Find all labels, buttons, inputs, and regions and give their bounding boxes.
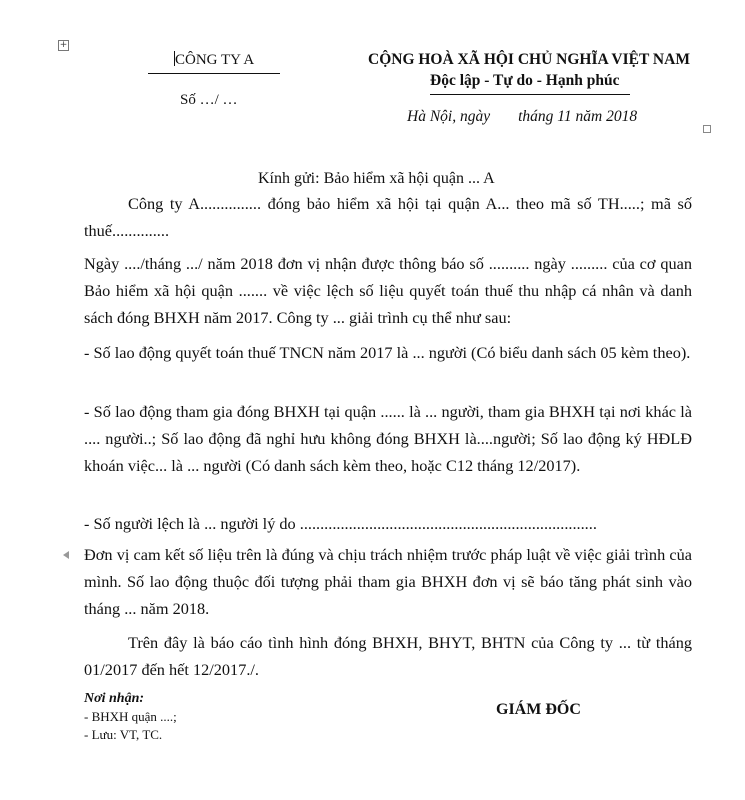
paragraph-conclusion: Trên đây là báo cáo tình hình đóng BHXH, BHYT, BHTN của Công ty ... từ tháng 01/2017 đến hết 12/2017./. xyxy=(84,633,692,679)
salutation: Kính gửi: Bảo hiểm xã hội quận ... A xyxy=(258,170,495,187)
paragraph-commitment: Đơn vị cam kết số liệu trên là đúng và chịu trách nhiệm trước pháp luật về việc giải trình của mình. Số lao động thuộc đối tượng phải tham gia BHXH đơn vị sẽ báo tăng phát sinh vào tháng ... năm 2018. xyxy=(84,545,692,618)
recipient-item: - Lưu: VT, TC. xyxy=(84,727,163,742)
motto-underline xyxy=(430,94,630,95)
paragraph-bhxh-workers: - Số lao động tham gia đóng BHXH tại quận ...... là ... người, tham gia BHXH tại nơi khác là .... người..; Số lao động đã nghỉ hưu không đóng BHXH là....người; Số lao động ký HĐLĐ khoán việc... là ... người (Có danh sách kèm theo, hoặc C12 tháng 12/2017). xyxy=(84,402,692,475)
move-handle-icon[interactable]: + xyxy=(59,40,68,50)
paragraph-company-info: Công ty A............... đóng bảo hiểm xã hội tại quận A... theo mã số TH.....; mã số thuế.............. xyxy=(84,194,692,240)
resize-handle-icon[interactable] xyxy=(703,125,711,133)
collapse-triangle-icon[interactable] xyxy=(63,551,69,559)
paragraph-notice: Ngày ..../tháng .../ năm 2018 đơn vị nhận được thông báo số .......... ngày ......... của cơ quan Bảo hiểm xã hội quận ....... về việc lệch số liệu quyết toán thuế thu nhập cá nhân và danh sách đóng BHXH năm 2017. Công ty ... giải trình cụ thể như sau: xyxy=(84,254,692,327)
company-name: CÔNG TY A xyxy=(175,52,255,68)
signer-title: GIÁM ĐỐC xyxy=(496,701,581,718)
recipient-item: - BHXH quận ....; xyxy=(84,709,177,724)
document-number: Số …/ … xyxy=(180,92,238,108)
motto: Độc lập - Tự do - Hạnh phúc xyxy=(430,72,620,89)
date-line: Hà Nội, ngày tháng 11 năm 2018 xyxy=(407,108,638,125)
paragraph-discrepancy: - Số người lệch là ... người lý do ......................................................................... xyxy=(84,514,597,533)
nation-title: CỘNG HOÀ XÃ HỘI CHỦ NGHĨA VIỆT NAM xyxy=(368,51,690,68)
recipients-title: Nơi nhận: xyxy=(84,691,145,706)
company-underline xyxy=(148,73,280,74)
paragraph-tax-workers: - Số lao động quyết toán thuế TNCN năm 2017 là ... người (Có biểu danh sách 05 kèm theo). xyxy=(84,343,691,362)
